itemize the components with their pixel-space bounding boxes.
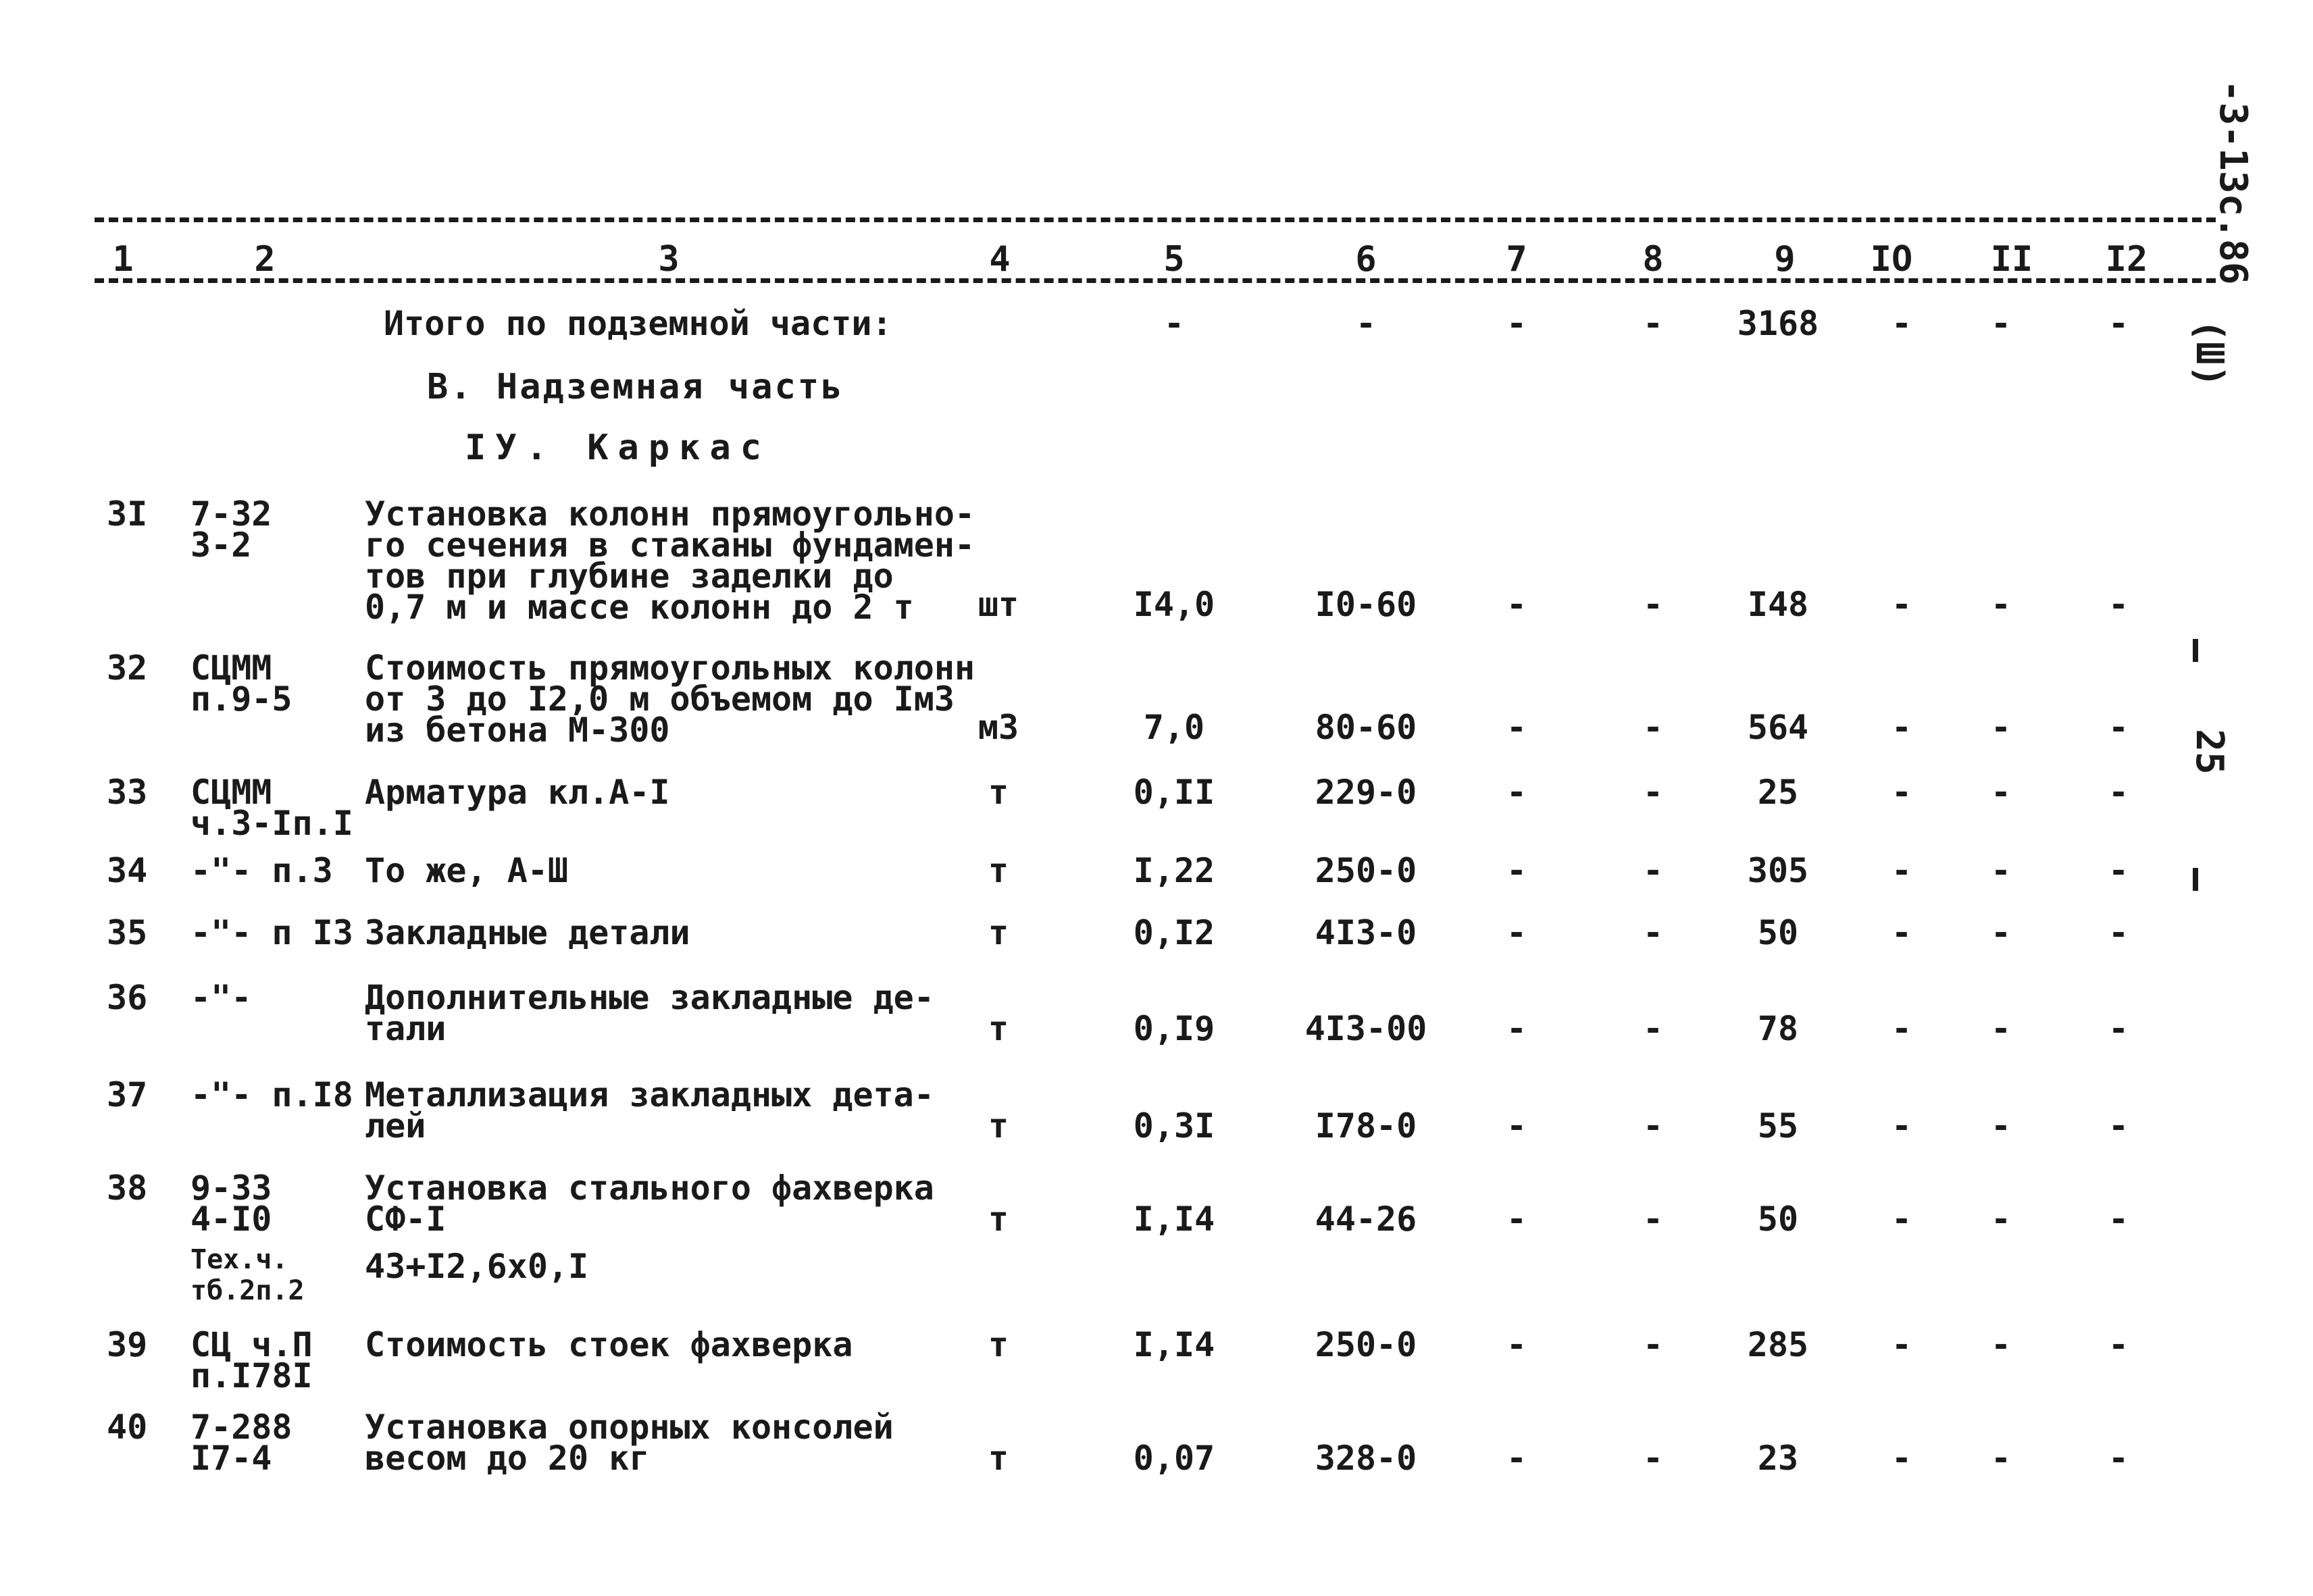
- row-qty: I,22: [1133, 851, 1215, 890]
- row-number: 38: [107, 1168, 148, 1208]
- row-c11: -: [1990, 1106, 2012, 1145]
- row-qty: 0,II: [1133, 773, 1215, 812]
- row-c10: -: [1891, 708, 1912, 747]
- column-header-1: 1: [112, 239, 134, 280]
- side-page-number: 25: [2187, 729, 2231, 775]
- row-unit: т: [988, 1200, 1009, 1239]
- row-description: Дополнительные закладные де- тали: [365, 978, 934, 1048]
- row-unit: т: [988, 1325, 1009, 1364]
- row-number: 36: [107, 978, 148, 1017]
- row-c12: -: [2108, 1325, 2129, 1364]
- row-number: 40: [107, 1408, 148, 1447]
- row-code: -"- п.3: [190, 851, 333, 890]
- row-price: 250-0: [1315, 851, 1417, 890]
- row-description: Установка опорных консолей весом до 20 кг: [365, 1408, 894, 1478]
- header-rule-top: [95, 217, 2216, 222]
- row-c10: -: [1891, 773, 1912, 812]
- row-description: Установка стального фахверка СФ-I: [365, 1168, 934, 1239]
- row-c11: -: [1990, 913, 2012, 952]
- row-c10: -: [1891, 851, 1912, 890]
- column-header-2: 2: [254, 239, 276, 280]
- row-code: СЦММ ч.3-Iп.I: [190, 773, 353, 843]
- row-qty: 0,I9: [1133, 1009, 1215, 1048]
- row-c7: -: [1506, 851, 1527, 890]
- row-price: 328-0: [1315, 1439, 1417, 1478]
- row-c7: -: [1506, 708, 1527, 747]
- row-c7: -: [1506, 1009, 1527, 1048]
- total-col7: -: [1506, 304, 1527, 343]
- row-c8: -: [1642, 913, 1664, 952]
- row-c8: -: [1642, 1439, 1664, 1478]
- row-qty: 0,3I: [1133, 1106, 1215, 1145]
- row-c7: -: [1506, 1439, 1527, 1478]
- row-c11: -: [1990, 1200, 2012, 1239]
- row-unit: м3: [977, 708, 1019, 747]
- row-price: I78-0: [1315, 1106, 1417, 1145]
- row-c12: -: [2108, 851, 2129, 890]
- row-c9: 285: [1747, 1325, 1809, 1364]
- column-header-8: 8: [1642, 239, 1664, 280]
- row-c8: -: [1642, 1325, 1664, 1364]
- page-marker: -3-13с.86: [2211, 80, 2255, 285]
- row-c8: -: [1642, 708, 1664, 747]
- row-unit: т: [988, 1106, 1009, 1145]
- column-header-11: II: [1990, 239, 2033, 280]
- row-c8: -: [1642, 1009, 1664, 1048]
- row-price: 44-26: [1315, 1200, 1417, 1239]
- row-description-note: 43+I2,6х0,I: [365, 1247, 589, 1286]
- total-col10: -: [1891, 304, 1912, 343]
- row-c12: -: [2108, 708, 2129, 747]
- column-header-9: 9: [1774, 239, 1796, 280]
- row-unit: т: [988, 773, 1009, 812]
- row-code: -"- п.I8: [190, 1075, 353, 1114]
- row-c12: -: [2108, 773, 2129, 812]
- row-c9: 25: [1757, 773, 1799, 812]
- row-unit: т: [988, 1009, 1009, 1048]
- row-price: 80-60: [1315, 708, 1417, 747]
- row-price: 229-0: [1315, 773, 1417, 812]
- row-number: 33: [107, 773, 148, 812]
- row-c7: -: [1506, 773, 1527, 812]
- row-c11: -: [1990, 851, 2012, 890]
- row-c9: 50: [1757, 1200, 1799, 1239]
- row-price: 4I3-00: [1304, 1009, 1427, 1048]
- row-c12: -: [2108, 1009, 2129, 1048]
- row-qty: I,I4: [1133, 1325, 1215, 1364]
- row-c9: 55: [1757, 1106, 1799, 1145]
- row-c9: 23: [1757, 1439, 1799, 1478]
- column-header-4: 4: [989, 239, 1011, 280]
- row-description: Металлизация закладных дета- лей: [365, 1075, 934, 1145]
- row-qty: 0,07: [1133, 1439, 1215, 1478]
- row-c7: -: [1506, 1200, 1527, 1239]
- row-description: Закладные детали: [365, 913, 690, 952]
- row-c10: -: [1891, 1325, 1912, 1364]
- row-description: Стоимость прямоугольных колонн от 3 до I2,0 м объемом до Iм3 из бетона М-300: [365, 648, 975, 750]
- total-label: Итого по подземной части:: [384, 304, 892, 343]
- row-c7: -: [1506, 585, 1527, 624]
- row-c10: -: [1891, 1106, 1912, 1145]
- row-price: 4I3-0: [1315, 913, 1417, 952]
- row-qty: I4,0: [1133, 585, 1215, 624]
- row-description: То же, А-Ш: [365, 851, 569, 890]
- row-unit: т: [988, 1439, 1009, 1478]
- side-tick-bottom: [2193, 868, 2198, 891]
- total-col8: -: [1642, 304, 1664, 343]
- row-price: 250-0: [1315, 1325, 1417, 1364]
- row-c11: -: [1990, 1009, 2012, 1048]
- row-code-note: Тех.ч. тб.2п.2: [190, 1244, 305, 1306]
- column-header-5: 5: [1163, 239, 1185, 280]
- row-c7: -: [1506, 1106, 1527, 1145]
- row-description: Арматура кл.А-I: [365, 773, 670, 812]
- row-description: Стоимость стоек фахверка: [365, 1325, 853, 1364]
- row-c11: -: [1990, 1325, 2012, 1364]
- column-header-12: I2: [2105, 239, 2148, 280]
- column-header-7: 7: [1506, 239, 1527, 280]
- section-heading-b: В. Надземная часть: [427, 367, 844, 407]
- row-code: -"-: [190, 978, 252, 1017]
- row-c7: -: [1506, 913, 1527, 952]
- section-heading-iv: IУ. Каркас: [465, 428, 771, 468]
- row-number: 32: [107, 648, 148, 688]
- row-c12: -: [2108, 913, 2129, 952]
- row-qty: I,I4: [1133, 1200, 1215, 1239]
- column-header-6: 6: [1355, 239, 1377, 280]
- row-c10: -: [1891, 913, 1912, 952]
- row-c11: -: [1990, 585, 2012, 624]
- row-c12: -: [2108, 585, 2129, 624]
- row-c12: -: [2108, 1200, 2129, 1239]
- row-c9: 564: [1747, 708, 1809, 747]
- row-c11: -: [1990, 773, 2012, 812]
- row-number: 35: [107, 913, 148, 952]
- row-qty: 7,0: [1143, 708, 1205, 747]
- row-c7: -: [1506, 1325, 1527, 1364]
- row-c9: 50: [1757, 913, 1799, 952]
- row-c8: -: [1642, 1106, 1664, 1145]
- side-label: (Ш): [2187, 319, 2231, 388]
- side-tick-top: [2193, 639, 2198, 662]
- row-code: 7-288 I7-4: [190, 1408, 293, 1478]
- row-c11: -: [1990, 708, 2012, 747]
- row-c9: 305: [1747, 851, 1809, 890]
- row-c8: -: [1642, 1200, 1664, 1239]
- row-code: 9-33 4-I0: [190, 1168, 272, 1239]
- row-c9: I48: [1747, 585, 1809, 624]
- row-number: 37: [107, 1075, 148, 1114]
- row-c10: -: [1891, 1009, 1912, 1048]
- row-c12: -: [2108, 1106, 2129, 1145]
- row-c8: -: [1642, 585, 1664, 624]
- row-unit: т: [988, 851, 1009, 890]
- row-code: 7-32 3-2: [190, 494, 272, 565]
- row-c9: 78: [1757, 1009, 1799, 1048]
- row-code: СЦ ч.П п.I78I: [190, 1325, 313, 1395]
- row-c8: -: [1642, 773, 1664, 812]
- total-col5: -: [1163, 304, 1185, 343]
- total-col9: 3168: [1737, 304, 1819, 343]
- row-c10: -: [1891, 585, 1912, 624]
- column-header-10: IO: [1870, 239, 1913, 280]
- row-number: 3I: [107, 494, 148, 534]
- column-header-3: 3: [658, 239, 680, 280]
- row-c12: -: [2108, 1439, 2129, 1478]
- row-unit: шт: [977, 585, 1019, 624]
- row-unit: т: [988, 913, 1009, 952]
- row-code: СЦММ п.9-5: [190, 648, 293, 719]
- total-col6: -: [1355, 304, 1377, 343]
- row-description: Установка колонн прямоугольно- го сечения в стаканы фундамен- тов при глубине заделки до 0,7 м и массе колонн до 2 т: [365, 494, 975, 627]
- row-c8: -: [1642, 851, 1664, 890]
- row-c10: -: [1891, 1200, 1912, 1239]
- total-col12: -: [2108, 304, 2129, 343]
- row-c11: -: [1990, 1439, 2012, 1478]
- row-c10: -: [1891, 1439, 1912, 1478]
- row-code: -"- п I3: [190, 913, 353, 952]
- total-col11: -: [1990, 304, 2012, 343]
- row-qty: 0,I2: [1133, 913, 1215, 952]
- row-number: 39: [107, 1325, 148, 1364]
- row-number: 34: [107, 851, 148, 890]
- row-price: I0-60: [1315, 585, 1417, 624]
